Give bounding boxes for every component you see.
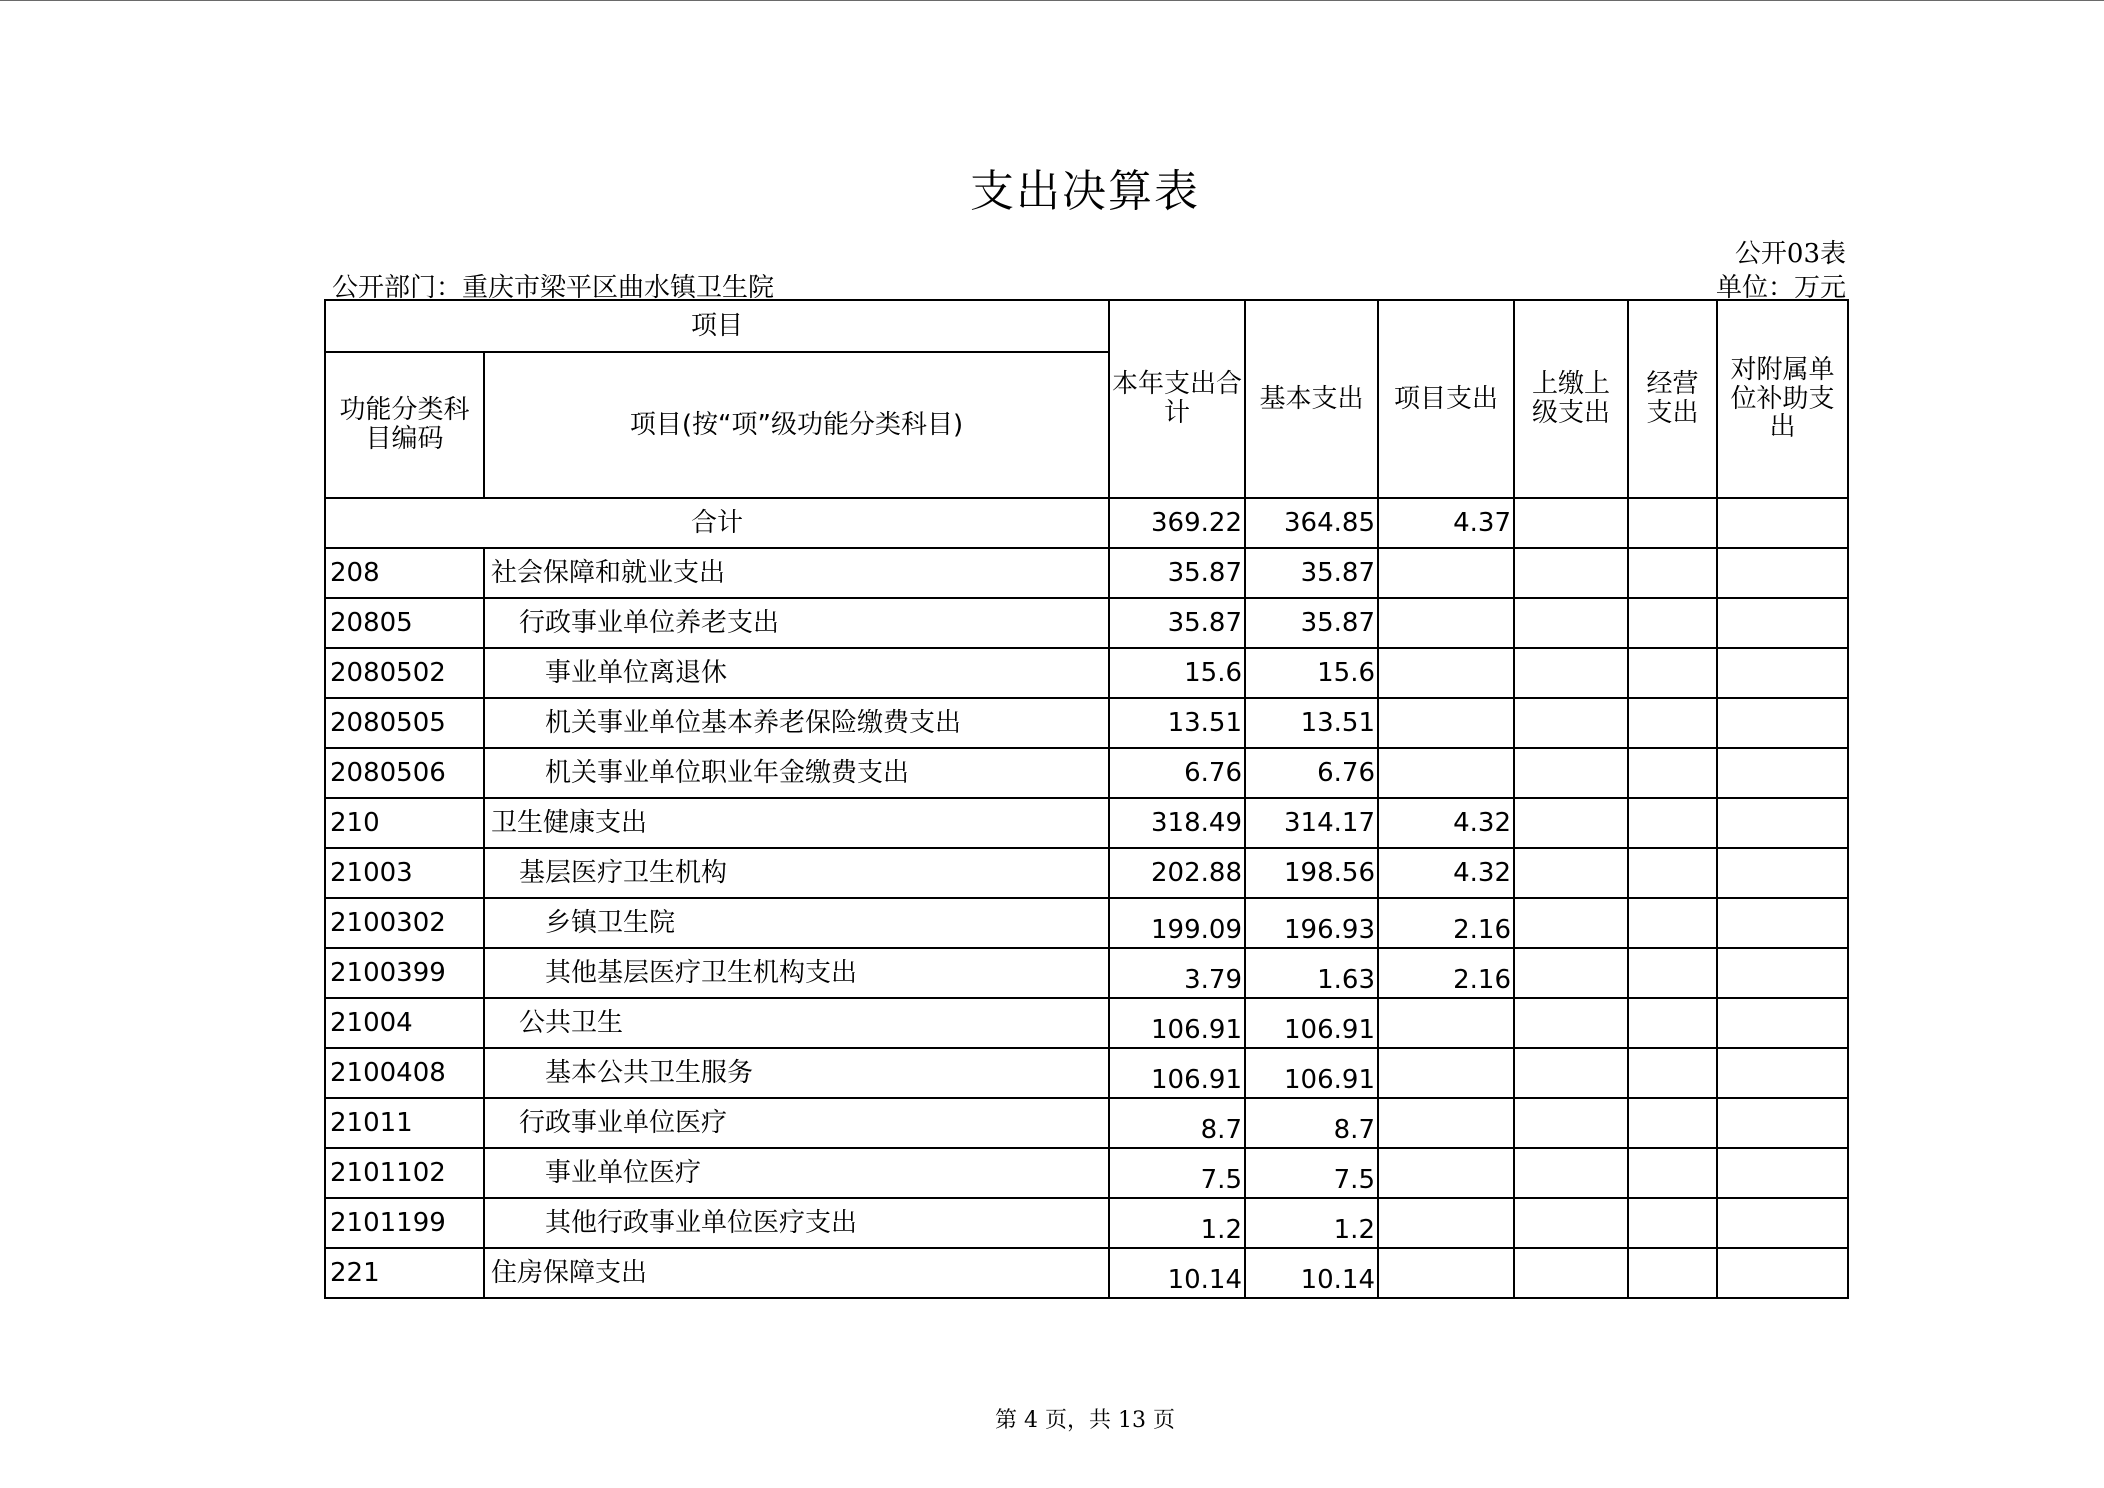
row-total: 202.88 [1109,848,1245,898]
row-upper [1514,1048,1628,1098]
row-name: 行政事业单位医疗 [484,1098,1109,1148]
row-code: 2080506 [325,748,484,798]
form-number: 公开03表 [1734,239,1846,269]
row-code: 2101102 [325,1148,484,1198]
row-project [1378,748,1514,798]
row-total: 10.14 [1109,1248,1245,1298]
row-name: 事业单位离退休 [484,648,1109,698]
row-name: 事业单位医疗 [484,1148,1109,1198]
row-basic: 106.91 [1245,1048,1378,1098]
row-name: 其他行政事业单位医疗支出 [484,1198,1109,1248]
row-upper [1514,898,1628,948]
row-upper [1514,1248,1628,1298]
row-name: 基层医疗卫生机构 [484,848,1109,898]
row-business [1628,548,1717,598]
header-project-expenditure: 项目支出 [1378,300,1514,498]
row-upper [1514,848,1628,898]
table-row [325,898,1848,948]
row-name: 机关事业单位基本养老保险缴费支出 [484,698,1109,748]
row-subsidy [1717,548,1848,598]
row-business [1628,948,1717,998]
table-row [325,1048,1848,1098]
row-code: 2100399 [325,948,484,998]
row-total: 199.09 [1109,898,1245,948]
row-subsidy [1717,1148,1848,1198]
row-business [1628,1198,1717,1248]
row-basic: 198.56 [1245,848,1378,898]
table-row [325,848,1848,898]
sum-upper [1514,498,1628,548]
row-subsidy [1717,898,1848,948]
row-upper [1514,998,1628,1048]
row-subsidy [1717,1048,1848,1098]
row-total: 106.91 [1109,1048,1245,1098]
row-upper [1514,548,1628,598]
row-name: 住房保障支出 [484,1248,1109,1298]
row-business [1628,1248,1717,1298]
row-basic: 196.93 [1245,898,1378,948]
header-subsidy: 对附属单位补助支出 [1717,300,1848,498]
header-business: 经营支出 [1628,300,1717,498]
sum-subsidy [1717,498,1848,548]
row-subsidy [1717,598,1848,648]
table-row [325,748,1848,798]
row-business [1628,598,1717,648]
row-code: 21011 [325,1098,484,1148]
row-code: 2101199 [325,1198,484,1248]
row-project: 4.32 [1378,798,1514,848]
row-code: 21004 [325,998,484,1048]
table-row [325,948,1848,998]
row-name: 基本公共卫生服务 [484,1048,1109,1098]
row-business [1628,698,1717,748]
table-row [325,648,1848,698]
row-upper [1514,698,1628,748]
row-basic: 6.76 [1245,748,1378,798]
row-project: 4.32 [1378,848,1514,898]
row-upper [1514,648,1628,698]
sum-total: 369.22 [1109,498,1245,548]
header-upper: 上缴上级支出 [1514,300,1628,498]
table-row [325,1148,1848,1198]
row-total: 15.6 [1109,648,1245,698]
row-business [1628,1048,1717,1098]
page-title: 支出决算表 [970,166,1200,217]
row-total: 13.51 [1109,698,1245,748]
row-project [1378,1148,1514,1198]
sum-label: 合计 [325,498,1109,548]
row-name: 公共卫生 [484,998,1109,1048]
row-subsidy [1717,1248,1848,1298]
row-code: 2100302 [325,898,484,948]
row-subsidy [1717,998,1848,1048]
row-code: 2080505 [325,698,484,748]
table-row [325,698,1848,748]
row-name: 乡镇卫生院 [484,898,1109,948]
table-row [325,598,1848,648]
expenditure-table [324,299,1849,1299]
row-basic: 13.51 [1245,698,1378,748]
header-total: 本年支出合计 [1109,300,1245,498]
row-code: 221 [325,1248,484,1298]
row-subsidy [1717,748,1848,798]
header-code: 功能分类科目编码 [325,352,484,498]
row-project [1378,1048,1514,1098]
row-subsidy [1717,648,1848,698]
row-basic: 106.91 [1245,998,1378,1048]
row-basic: 1.63 [1245,948,1378,998]
row-code: 208 [325,548,484,598]
header-name: 项目(按“项”级功能分类科目) [484,352,1109,498]
row-basic: 8.7 [1245,1098,1378,1148]
sum-basic: 364.85 [1245,498,1378,548]
row-project [1378,1248,1514,1298]
row-project [1378,698,1514,748]
row-total: 35.87 [1109,548,1245,598]
row-business [1628,848,1717,898]
row-subsidy [1717,1198,1848,1248]
row-code: 20805 [325,598,484,648]
row-upper [1514,1198,1628,1248]
row-basic: 35.87 [1245,598,1378,648]
row-project: 2.16 [1378,898,1514,948]
row-project [1378,648,1514,698]
table-row [325,798,1848,848]
row-upper [1514,598,1628,648]
row-subsidy [1717,848,1848,898]
row-business [1628,798,1717,848]
row-basic: 1.2 [1245,1198,1378,1248]
table-row [325,548,1848,598]
row-business [1628,648,1717,698]
row-project [1378,998,1514,1048]
header-project: 项目 [325,300,1109,352]
row-upper [1514,748,1628,798]
row-upper [1514,948,1628,998]
row-upper [1514,1148,1628,1198]
table-row [325,1098,1848,1148]
row-subsidy [1717,798,1848,848]
row-code: 210 [325,798,484,848]
table-row [325,1248,1848,1298]
row-business [1628,748,1717,798]
sum-business [1628,498,1717,548]
top-rule [0,0,2104,1]
row-business [1628,1098,1717,1148]
table-row [325,998,1848,1048]
row-total: 8.7 [1109,1098,1245,1148]
unit-label: 单位：万元 [1715,273,1846,303]
row-name: 卫生健康支出 [484,798,1109,848]
row-basic: 15.6 [1245,648,1378,698]
row-name: 其他基层医疗卫生机构支出 [484,948,1109,998]
page-footer: 第 4 页，共 13 页 [995,1408,1175,1433]
row-code: 2080502 [325,648,484,698]
row-name: 行政事业单位养老支出 [484,598,1109,648]
row-code: 2100408 [325,1048,484,1098]
row-basic: 7.5 [1245,1148,1378,1198]
row-project [1378,1098,1514,1148]
row-total: 3.79 [1109,948,1245,998]
row-basic: 35.87 [1245,548,1378,598]
row-project [1378,598,1514,648]
row-business [1628,898,1717,948]
row-basic: 314.17 [1245,798,1378,848]
row-code: 21003 [325,848,484,898]
row-total: 1.2 [1109,1198,1245,1248]
row-business [1628,1148,1717,1198]
row-total: 35.87 [1109,598,1245,648]
row-project [1378,548,1514,598]
table-row [325,1198,1848,1248]
row-total: 318.49 [1109,798,1245,848]
row-subsidy [1717,948,1848,998]
row-upper [1514,1098,1628,1148]
department-label: 公开部门：重庆市梁平区曲水镇卫生院 [332,273,775,303]
row-name: 机关事业单位职业年金缴费支出 [484,748,1109,798]
row-project [1378,1198,1514,1248]
sum-row [325,498,1848,548]
sum-project: 4.37 [1378,498,1514,548]
row-total: 7.5 [1109,1148,1245,1198]
row-total: 6.76 [1109,748,1245,798]
row-business [1628,998,1717,1048]
row-basic: 10.14 [1245,1248,1378,1298]
row-subsidy [1717,1098,1848,1148]
row-total: 106.91 [1109,998,1245,1048]
header-basic: 基本支出 [1245,300,1378,498]
row-subsidy [1717,698,1848,748]
row-upper [1514,798,1628,848]
row-name: 社会保障和就业支出 [484,548,1109,598]
row-project: 2.16 [1378,948,1514,998]
